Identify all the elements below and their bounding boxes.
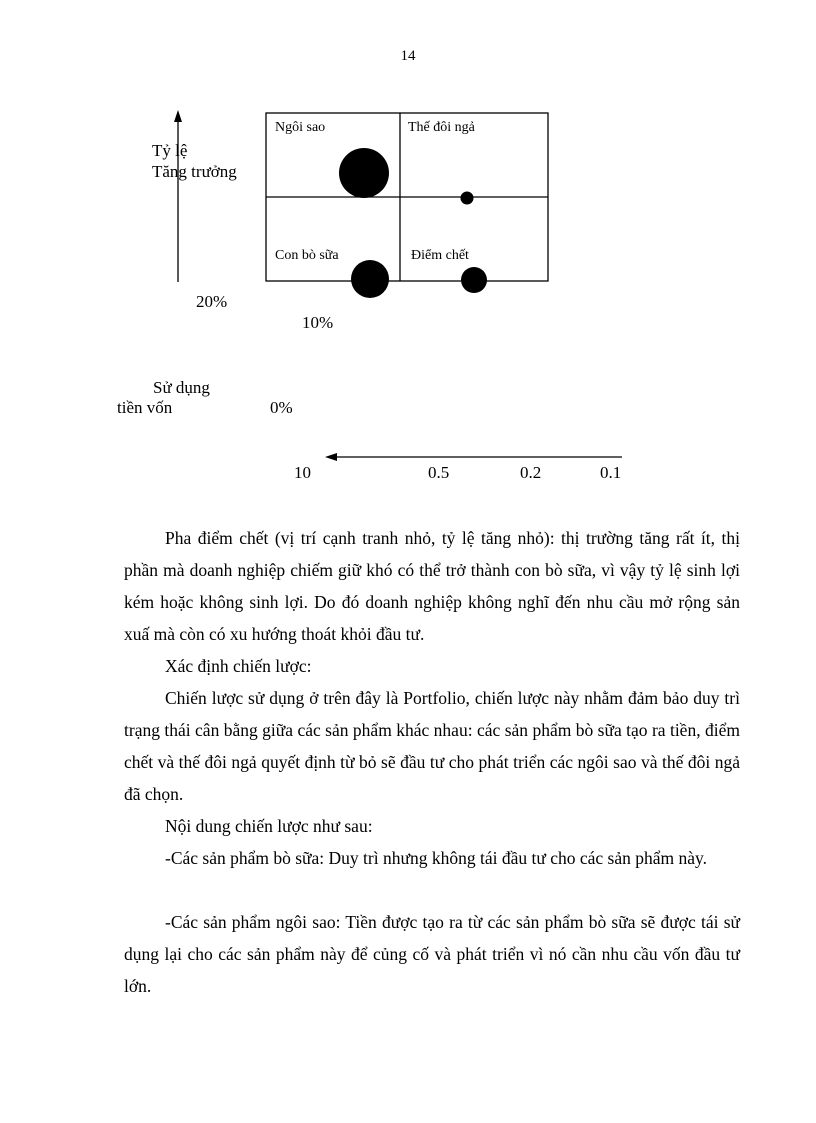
paragraph-cow-products <box>124 842 740 874</box>
quadrant-label-question: Thế đôi ngả <box>408 120 475 135</box>
quadrant-label-cow: Con bò sữa <box>275 248 339 263</box>
paragraph-strategy-heading <box>124 650 740 682</box>
paragraph-portfolio-strategy <box>124 682 740 810</box>
question-bubble <box>461 192 474 205</box>
paragraph-text: Xác định chiến lược: <box>165 656 312 676</box>
x-axis-label-line-2: tiền vốn <box>117 398 173 417</box>
paragraph-text: -Các sản phẩm ngôi sao: Tiền được tạo ra từ các sản phẩm bò sữa sẽ được tái sử dụng lại cho các sản phẩm này để củng cố và phát triển vì nó cần nhu cầu vốn đầu tư lớn. <box>124 912 740 996</box>
y-axis-label-line-2: Tăng trưởng <box>152 162 237 181</box>
paragraph-strategy-content <box>124 810 740 842</box>
quadrant-label-star: Ngôi sao <box>275 120 326 135</box>
paragraph-text: Chiến lược sử dụng ở trên đây là Portfolio, chiến lược này nhằm đảm bảo duy trì trạng thái cân bằng giữa các sản phẩm khác nhau: các sản phẩm bò sữa tạo ra tiền, điểm chết và thế đôi ngả quyết định từ bỏ sẽ đầu tư cho phát triển các ngôi sao và thế đôi ngả đã chọn. <box>124 688 740 804</box>
y-axis-arrowhead <box>174 110 182 122</box>
x-tick-10: 10 <box>294 463 311 482</box>
star-bubble <box>339 148 389 198</box>
y-tick-20: 20% <box>196 292 228 311</box>
quadrant-label-dog: Điểm chết <box>411 248 469 263</box>
x-tick-0-1: 0.1 <box>600 463 622 482</box>
y-tick-10: 10% <box>302 313 334 332</box>
y-axis-label-line-1: Tỷ lệ <box>152 141 188 160</box>
y-tick-0: 0% <box>270 398 293 417</box>
x-axis-arrowhead <box>325 453 337 461</box>
cow-bubble <box>351 260 389 298</box>
paragraph-dog-phase <box>124 522 740 650</box>
paragraph-text: -Các sản phẩm bò sữa: Duy trì nhưng không tái đầu tư cho các sản phẩm này. <box>165 848 707 868</box>
paragraph-text: Nội dung chiến lược như sau: <box>165 816 373 836</box>
page-number: 14 <box>400 48 416 64</box>
x-tick-0-5: 0.5 <box>428 463 450 482</box>
paragraph-text: Pha điểm chết (vị trí cạnh tranh nhỏ, tỷ lệ tăng nhỏ): thị trường tăng rất ít, thị phần mà doanh nghiệp chiếm giữ khó có thể trở thành con bò sữa, vì vậy tỷ lệ sinh lợi kém hoặc không sinh lợi. Do đó doanh nghiệp không nghĩ đến nhu cầu mở rộng sản xuấ mà còn có xu hướng thoát khỏi đầu tư. <box>124 528 740 644</box>
paragraph-star-products <box>124 906 740 1002</box>
bcg-matrix-diagram <box>0 0 816 500</box>
x-axis-label-line-1: Sử dụng <box>153 378 210 397</box>
x-tick-0-2: 0.2 <box>520 463 542 482</box>
dog-bubble <box>461 267 487 293</box>
